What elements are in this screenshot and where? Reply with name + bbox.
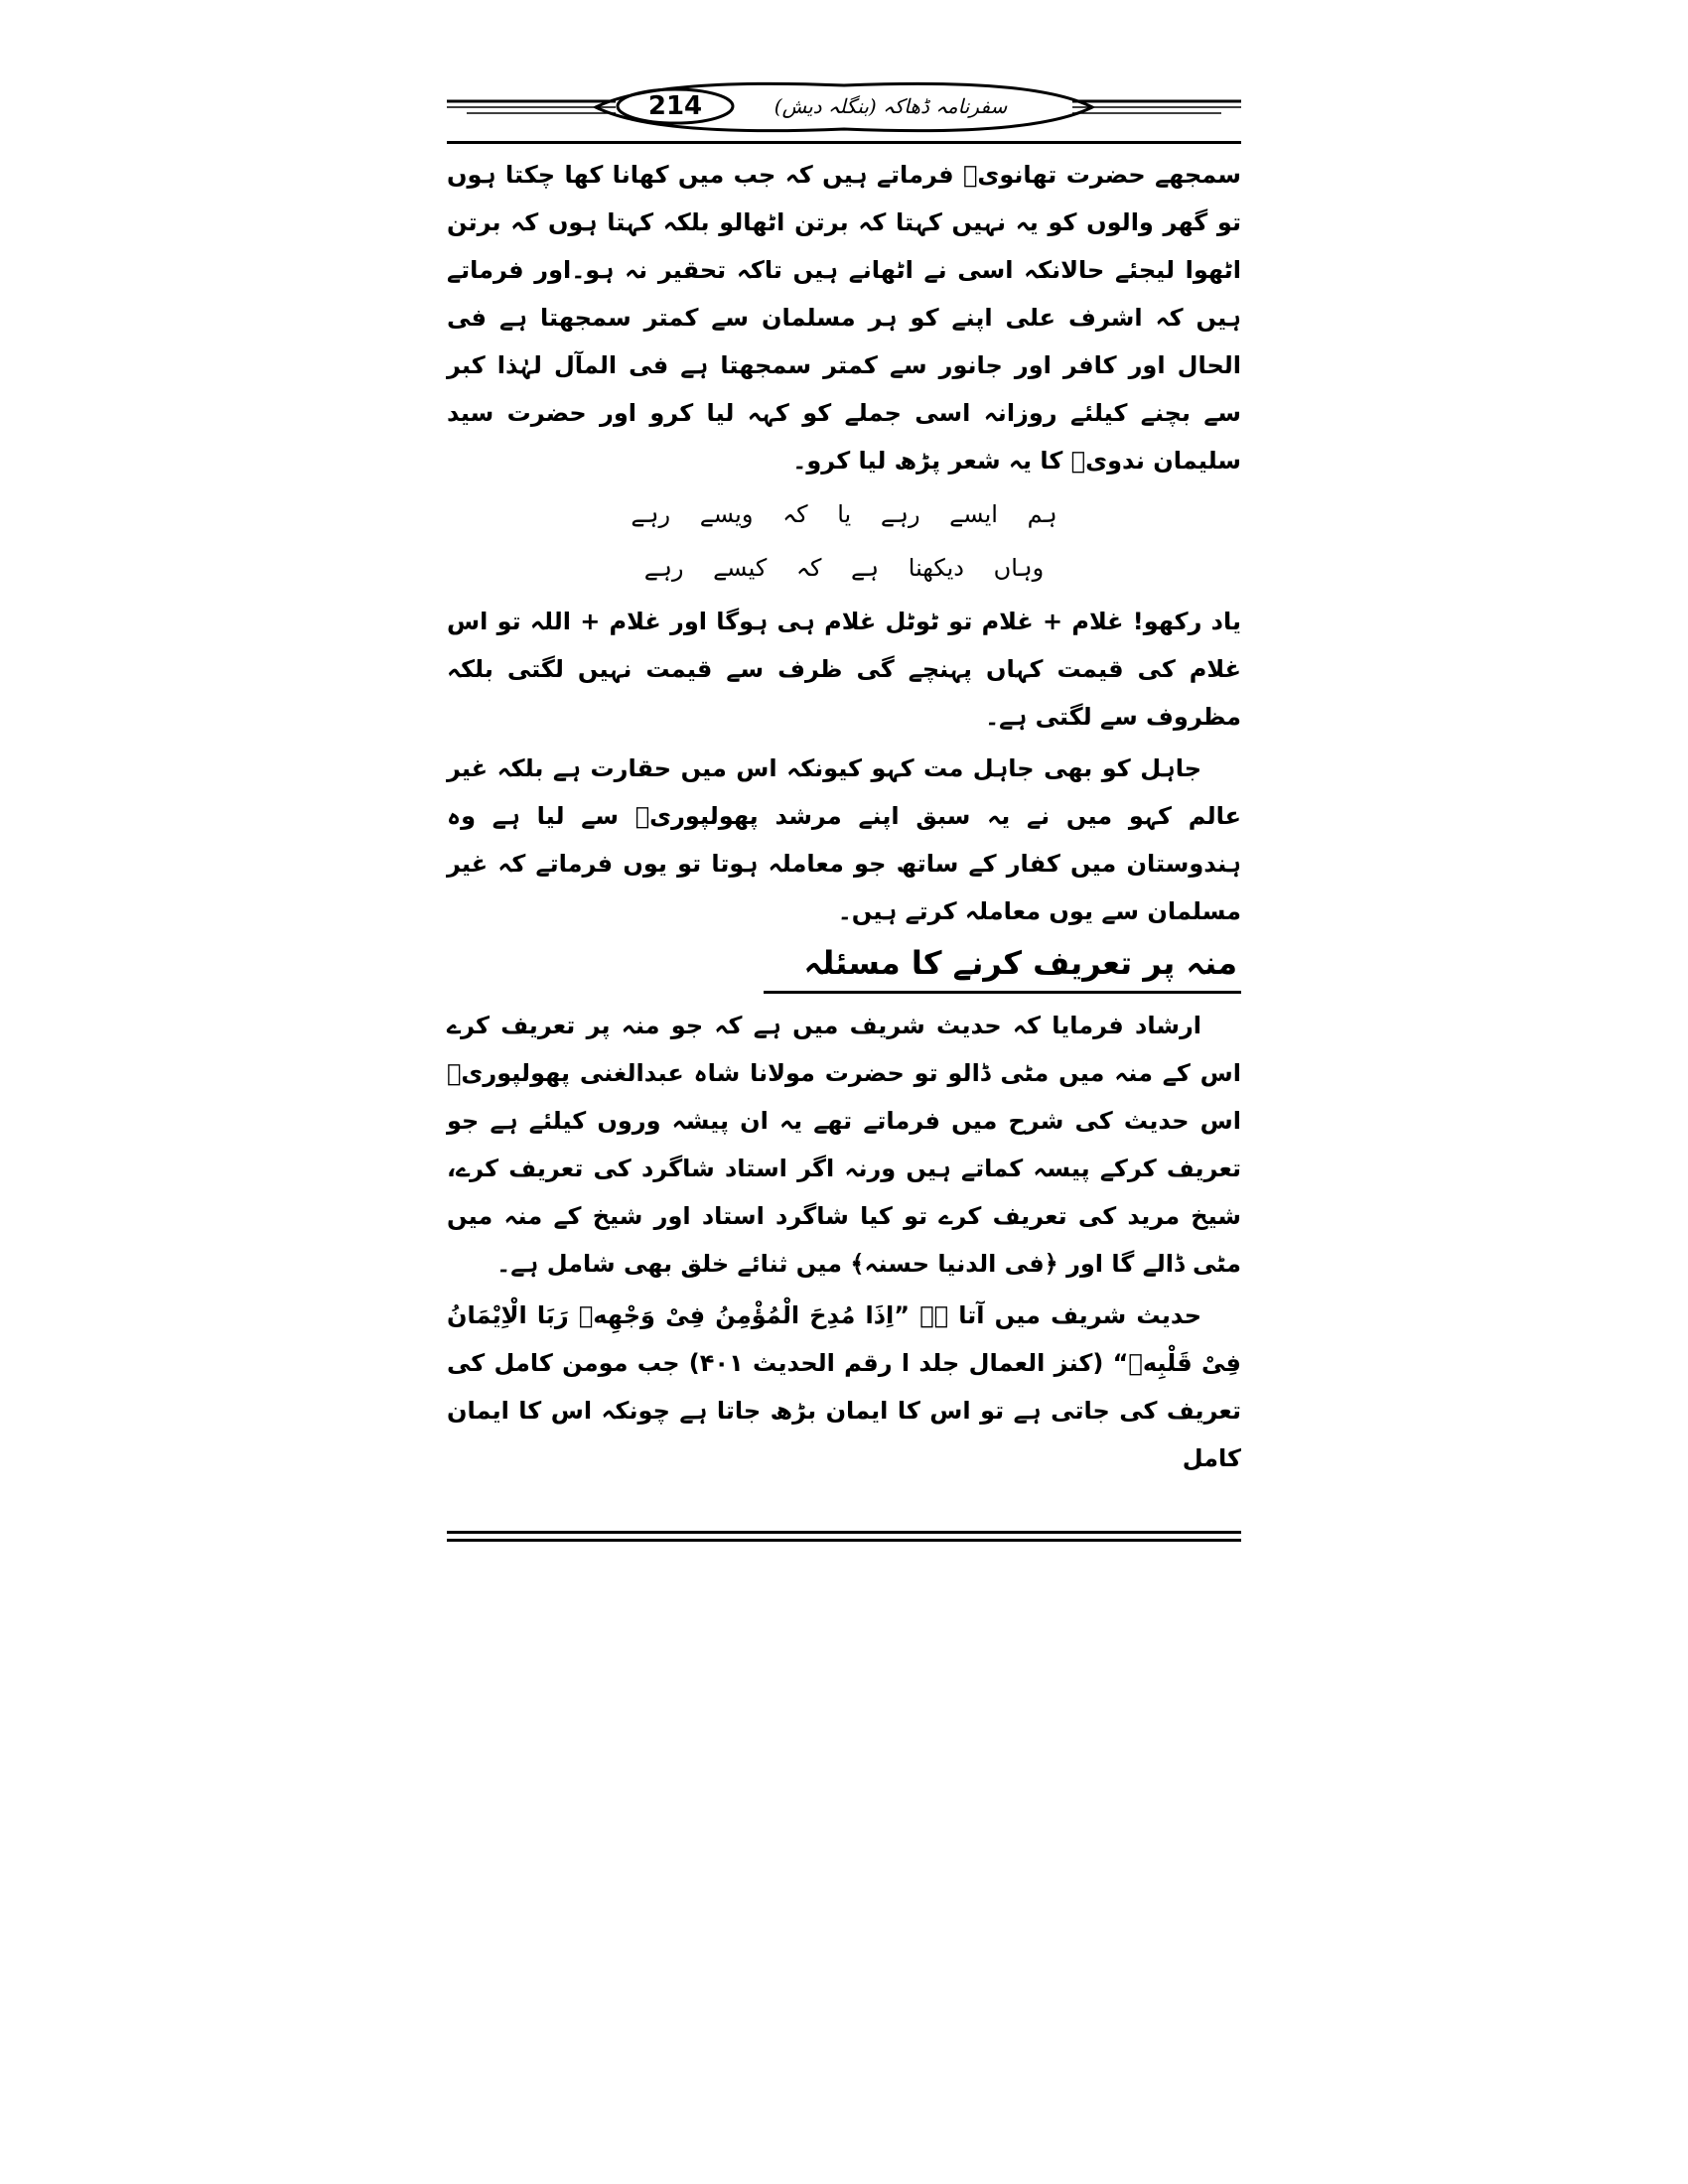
poem-line: وہاں دیکھنا ہے کہ کیسے رہے bbox=[643, 554, 1045, 582]
paragraph: سمجھے حضرت تھانویؒ فرماتے ہیں کہ جب میں کھانا کھا چکتا ہوں تو گھر والوں کو یہ نہیں کہتا کہ برتن اٹھالو بلکہ کہتا ہوں کہ برتن اٹھوا لیجئے حالانکہ اسی نے اٹھانے ہیں تاکہ تحقیر نہ ہو۔اور فرماتے ہیں کہ اشرف علی اپنے کو ہر مسلمان سے کمتر سمجھتا ہے فی الحال اور کافر اور جانور سے کمتر سمجھتا ہے فی المآل لہٰذا کبر سے بچنے کیلئے روزانہ اسی جملے کو کہہ لیا کرو اور حضرت سید سلیمان ندویؒ کا یہ شعر پڑھ لیا کرو۔ bbox=[447, 161, 1241, 475]
footer-rules bbox=[447, 1531, 1241, 1547]
poem-line: ہم ایسے رہے یا کہ ویسے رہے bbox=[631, 500, 1057, 528]
section-heading: منہ پر تعریف کرنے کا مسئلہ bbox=[764, 937, 1241, 994]
body-text bbox=[447, 151, 1241, 1482]
page-number: 214 bbox=[647, 91, 703, 121]
book-page bbox=[447, 81, 1241, 1561]
section-heading-wrap bbox=[447, 937, 1241, 994]
footer-rule bbox=[447, 1539, 1241, 1542]
header-rule bbox=[447, 141, 1241, 144]
paragraph: یاد رکھو! غلام + غلام تو ٹوٹل غلام ہی ہوگا اور غلام + اللہ تو اس غلام کی قیمت کہاں پہنچے گی ظرف سے قیمت نہیں لگتی بلکہ مظروف سے لگتی ہے۔ bbox=[447, 608, 1241, 731]
book-title: سفرنامہ ڈھاکہ (بنگلہ دیش) bbox=[774, 94, 1008, 118]
footer-rule bbox=[447, 1531, 1241, 1534]
paragraph: جاہل کو بھی جاہل مت کہو کیونکہ اس میں حقارت ہے بلکہ غیر عالم کہو میں نے یہ سبق اپنے مرشد پھولپوریؒ سے لیا ہے وہ ہندوستان میں کفار کے ساتھ جو معاملہ ہوتا تو یوں فرماتے کہ غیر مسلمان سے یوں معاملہ کرتے ہیں۔ bbox=[447, 754, 1241, 925]
paragraph: حدیث شریف میں آتا ہے ”اِذَا مُدِحَ الْمُؤْمِنُ فِیْ وَجْهِهٖ رَبَا الْاِیْمَانُ فِیْ قَلْبِهٖ“ (کنز العمال جلد ا رقم الحدیث ۴۰۱) جب مومن کامل کی تعریف کی جاتی ہے تو اس کا ایمان بڑھ جاتا ہے چونکہ اس کا ایمان کامل bbox=[447, 1301, 1241, 1472]
page-header bbox=[447, 81, 1241, 137]
paragraph: ارشاد فرمایا کہ حدیث شریف میں ہے کہ جو منہ پر تعریف کرے اس کے منہ میں مٹی ڈالو تو حضرت مولانا شاہ عبدالغنی پھولپوریؒ اس حدیث کی شرح میں فرماتے تھے یہ ان پیشہ وروں کیلئے ہے جو تعریف کرکے پیسہ کماتے ہیں ورنہ اگر استاد شاگرد کی تعریف کرے، شیخ مرید کی تعریف کرے تو کیا شاگرد استاد اور شیخ کے منہ میں مٹی ڈالے گا اور ﴿فی الدنیا حسنہ﴾ میں ثنائے خلق بھی شامل ہے۔ bbox=[447, 1012, 1241, 1278]
